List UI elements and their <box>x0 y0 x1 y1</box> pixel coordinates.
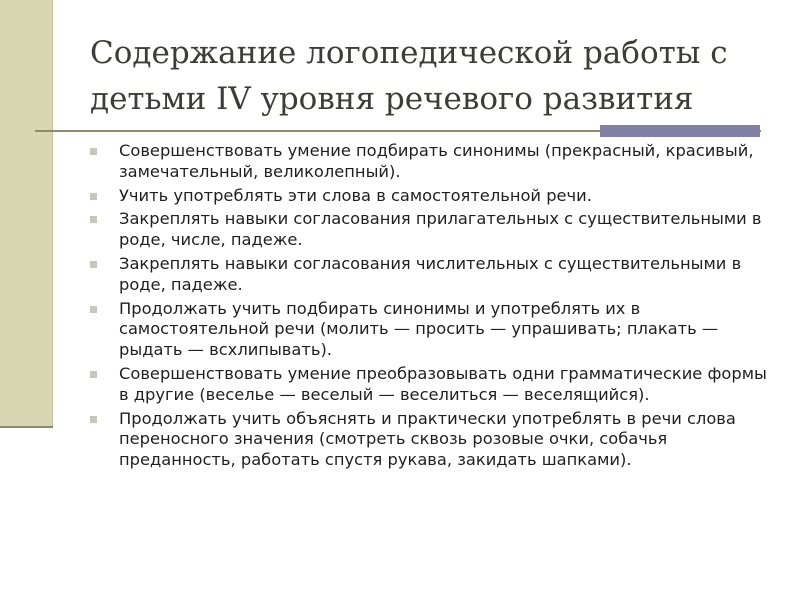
square-bullet-icon <box>90 371 97 378</box>
bullet-list <box>90 141 770 474</box>
list-item <box>90 141 770 183</box>
square-bullet-icon <box>90 193 97 200</box>
list-item <box>90 299 770 361</box>
title-accent-bar <box>600 125 760 137</box>
list-item <box>90 209 770 251</box>
list-item-text: Продолжать учить подбирать синонимы и употреблять их в самостоятельной речи (молить — просить — упрашивать; плакать — рыдать — всхлипывать). <box>119 298 719 360</box>
list-item <box>90 254 770 296</box>
square-bullet-icon <box>90 416 97 423</box>
sidebar-bottom-line <box>0 426 53 428</box>
square-bullet-icon <box>90 148 97 155</box>
list-item-text: Совершенствовать умение преобразовывать одни грамматические формы в другие (веселье — веселый — веселиться — веселящийся). <box>119 363 767 404</box>
decorative-sidebar <box>0 0 52 427</box>
list-item <box>90 409 770 471</box>
list-item-text: Учить употреблять эти слова в самостоятельной речи. <box>119 185 592 205</box>
slide-title: Содержание логопедической работы с детьми IV уровня речевого развития <box>90 35 728 117</box>
list-item <box>90 186 770 207</box>
square-bullet-icon <box>90 261 97 268</box>
list-item-text: Продолжать учить объяснять и практически употреблять в речи слова переносного значения (смотреть сквозь розовые очки, собачья преданность, работать спустя рукава, закидать шапками). <box>119 408 736 470</box>
list-item-text: Совершенствовать умение подбирать синонимы (прекрасный, красивый, замечательный, великолепный). <box>119 141 754 181</box>
list-item-text: Закреплять навыки согласования прилагательных с существительными в роде, числе, падеже. <box>119 209 762 250</box>
sidebar-edge-line <box>52 0 53 427</box>
square-bullet-icon <box>90 216 97 223</box>
list-item <box>90 364 770 406</box>
list-item-text: Закреплять навыки согласования числительных с существительными в роде, падеже. <box>119 253 742 294</box>
square-bullet-icon <box>90 306 97 313</box>
